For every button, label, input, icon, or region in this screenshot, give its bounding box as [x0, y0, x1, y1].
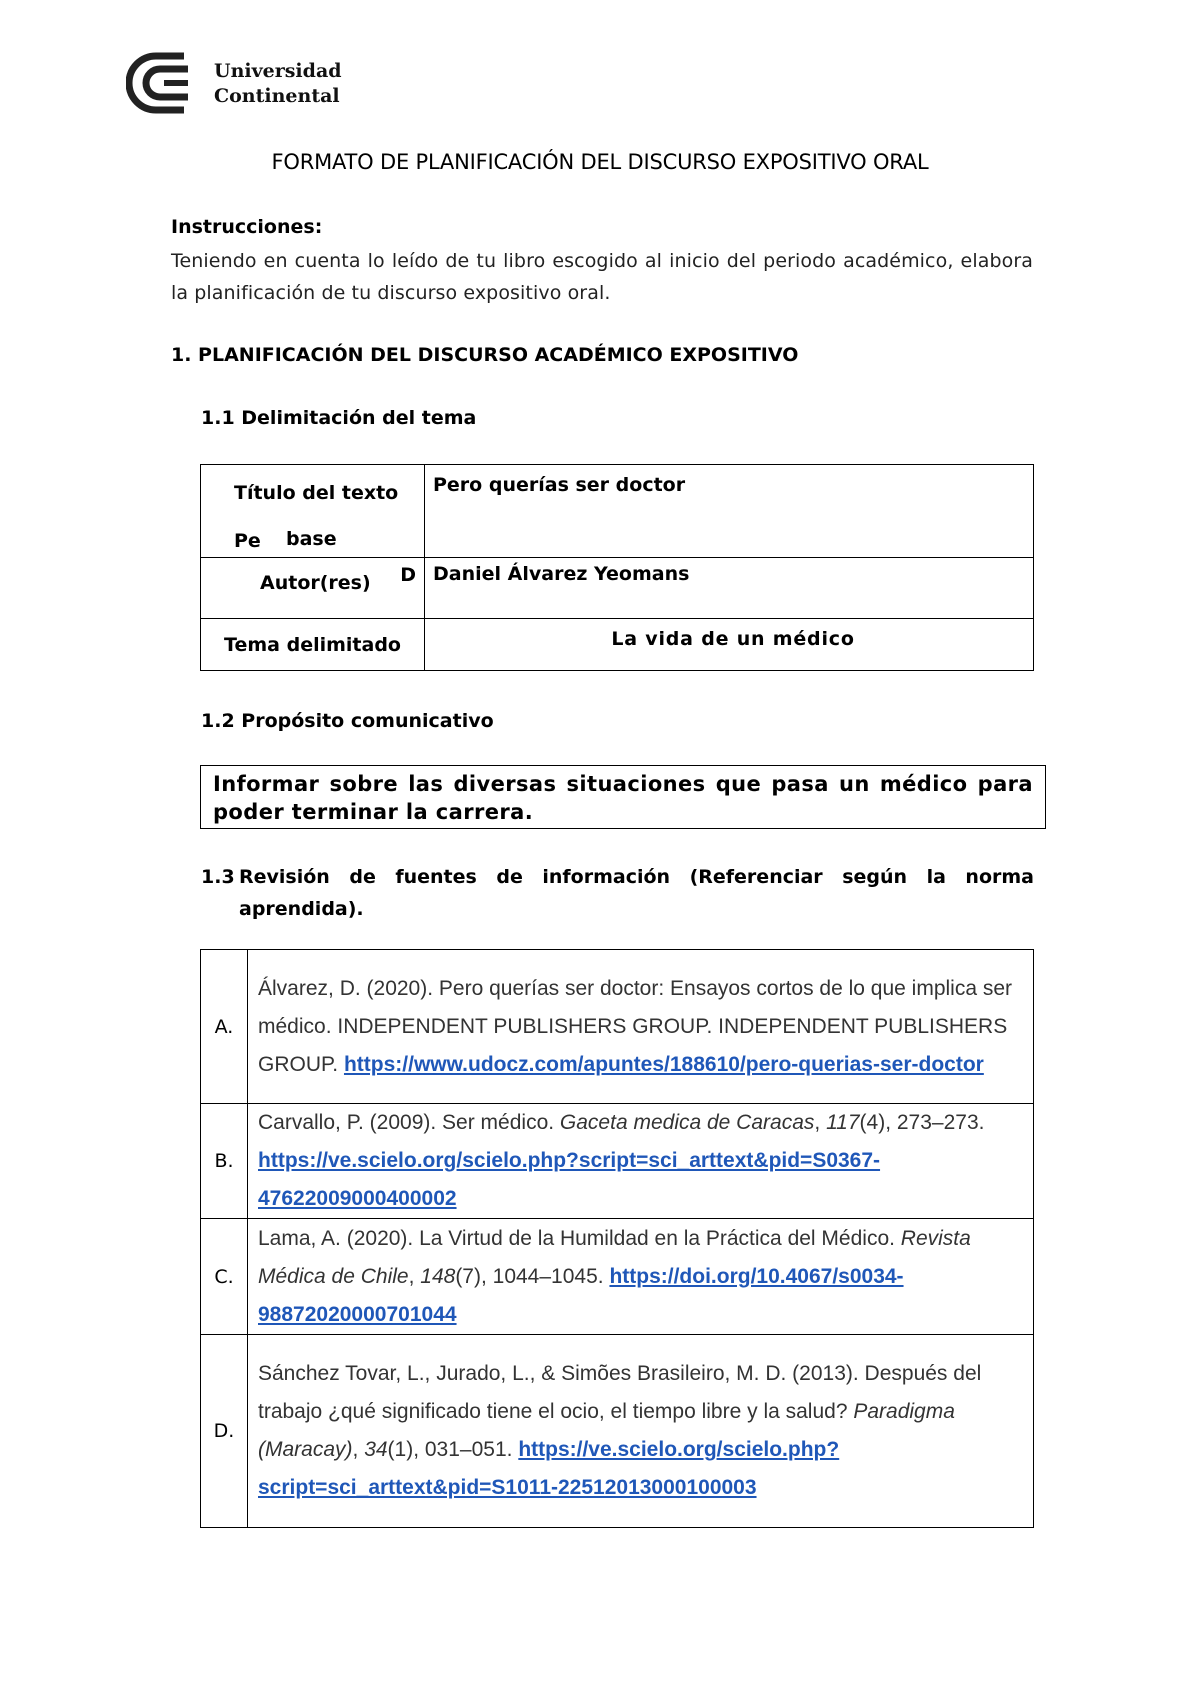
reference-separator: , — [814, 1111, 827, 1134]
continental-logo-icon — [126, 52, 210, 114]
section-1-2-heading: 1.2 Propósito comunicativo — [201, 710, 494, 732]
table-row — [201, 950, 1034, 1104]
references-table — [200, 949, 1034, 1528]
section-1-3-heading — [201, 861, 1034, 925]
instructions-text: Teniendo en cuenta lo leído de tu libro escogido al inicio del periodo académico, elabora la planificación de tu discurso expositivo oral. — [171, 250, 1033, 304]
reference-entry — [248, 1104, 1034, 1219]
section-1-3-text: Revisión de fuentes de información (Referenciar según la norma aprendida). — [239, 866, 1034, 920]
author-value: Daniel Álvarez Yeomans — [425, 558, 1034, 619]
reference-link[interactable]: https://www.udocz.com/apuntes/188610/pero-querias-ser-doctor — [343, 1052, 984, 1076]
author-label-cell — [201, 558, 425, 619]
reference-text: (4), 273–273. — [859, 1111, 985, 1134]
reference-link[interactable]: https://ve.scielo.org/scielo.php?script=sci_arttext&pid=S1011-22512013000100003 — [258, 1438, 840, 1499]
university-logo — [126, 52, 342, 118]
title-label-overlap: Pe — [234, 530, 261, 552]
reference-letter: A. — [201, 950, 248, 1104]
reference-separator: , — [352, 1438, 365, 1461]
reference-text: Carvallo, P. (2009). Ser médico. — [258, 1111, 560, 1134]
reference-volume: 117 — [826, 1111, 860, 1134]
reference-entry — [248, 950, 1034, 1104]
title-label: Título del texto — [234, 482, 399, 504]
reference-link[interactable]: https://ve.scielo.org/scielo.php?script=sci_arttext&pid=S0367-47622009000400002 — [258, 1149, 881, 1210]
topic-value: La vida de un médico — [425, 619, 1034, 671]
reference-journal: Gaceta medica de Caracas — [559, 1111, 815, 1134]
reference-volume: 34 — [364, 1438, 388, 1461]
table-row — [201, 1219, 1034, 1335]
table-row — [201, 1104, 1034, 1219]
reference-letter: B. — [201, 1104, 248, 1219]
topic-table — [200, 464, 1034, 671]
section-1-1-heading: 1.1 Delimitación del tema — [201, 407, 477, 429]
author-label-overlap: D — [400, 564, 416, 586]
topic-label: Tema delimitado — [201, 619, 425, 671]
table-row — [201, 1335, 1034, 1528]
reference-letter: C. — [201, 1219, 248, 1335]
document-title: FORMATO DE PLANIFICACIÓN DEL DISCURSO EXPOSITIVO ORAL — [271, 150, 929, 174]
reference-entry — [248, 1219, 1034, 1335]
reference-text: Sánchez Tovar, L., Jurado, L., & Simões Brasileiro, M. D. (2013). Después del trabajo ¿qué significado tiene el ocio, el tiempo libre y la salud? — [258, 1362, 982, 1423]
title-label-cell — [201, 465, 425, 558]
reference-text: (1), 031–051. — [387, 1438, 519, 1461]
reference-entry — [248, 1335, 1034, 1528]
table-row — [201, 619, 1034, 671]
purpose-box: Informar sobre las diversas situaciones que pasa un médico para poder terminar la carrera. — [200, 765, 1046, 829]
logo-line-2: Continental — [214, 85, 340, 107]
section-1-heading: 1. PLANIFICACIÓN DEL DISCURSO ACADÉMICO EXPOSITIVO — [171, 344, 799, 366]
reference-separator: , — [408, 1264, 421, 1288]
logo-line-1: Universidad — [214, 60, 342, 82]
reference-letter: D. — [201, 1335, 248, 1528]
title-value: Pero querías ser doctor — [425, 465, 1034, 558]
reference-journal: Paradigma (Maracay) — [258, 1400, 955, 1461]
title-label-line-2: base — [286, 528, 337, 550]
reference-text: (7), 1044–1045. — [455, 1264, 610, 1288]
reference-link[interactable]: https://doi.org/10.4067/s0034-98872020000701044 — [258, 1264, 904, 1326]
reference-text: Álvarez, D. (2020). Pero querías ser doctor: Ensayos cortos de lo que implica ser médico. INDEPENDENT PUBLISHERS GROUP. INDEPENDENT PUBLISHERS GROUP. — [258, 976, 1013, 1076]
reference-text: Lama, A. (2020). La Virtud de la Humildad en la Práctica del Médico. — [258, 1226, 901, 1250]
reference-volume: 148 — [420, 1264, 456, 1288]
reference-journal: Revista Médica de Chile — [258, 1226, 971, 1288]
instructions-label: Instrucciones: — [171, 216, 323, 238]
table-row — [201, 558, 1034, 619]
table-row — [201, 465, 1034, 558]
section-1-3-number: 1.3 — [201, 866, 235, 888]
author-label: Autor(res) — [260, 572, 371, 594]
